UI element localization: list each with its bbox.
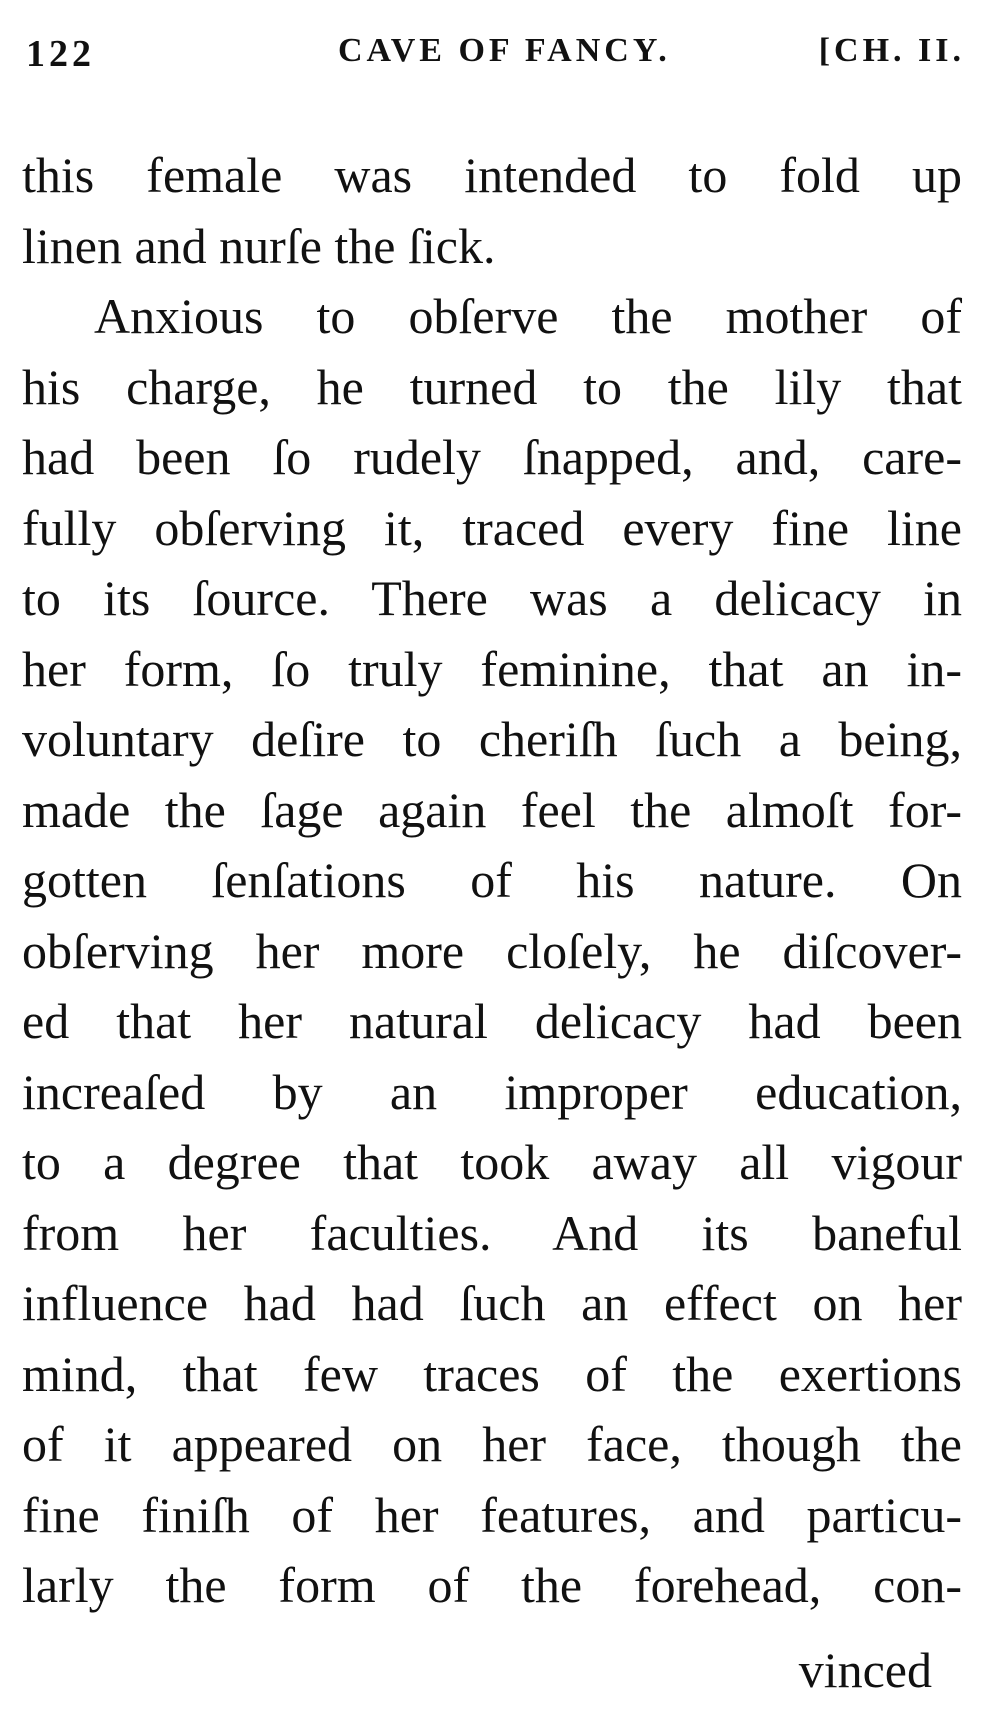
page-number: 122	[26, 33, 95, 75]
body-text	[22, 140, 962, 1621]
text-line: to its ſource. There was a delicacy in	[22, 570, 962, 626]
text-line: fully obſerving it, traced every fine line	[22, 499, 962, 556]
text-line: this female was intended to fold up	[22, 147, 962, 203]
text-line: fine finiſh of her features, and particu-	[22, 1486, 962, 1543]
text-line: increaſed by an improper education,	[22, 1063, 962, 1120]
catchword: vinced	[798, 1642, 932, 1698]
text-line: his charge, he turned to the lily that	[22, 358, 962, 415]
text-line: linen and nurſe the ſick.	[22, 217, 496, 274]
text-line: gotten ſenſations of his nature. On	[22, 852, 962, 908]
text-line: from her faculties. And its baneful	[22, 1204, 962, 1261]
text-line: to a degree that took away all vigour	[22, 1134, 962, 1190]
text-line: made the ſage again feel the almoſt for-	[22, 781, 962, 838]
text-line: her form, ſo truly feminine, that an in-	[22, 640, 962, 697]
chapter-marker: [CH. II.	[818, 32, 965, 69]
text-line: obſerving her more cloſely, he diſcover-	[22, 922, 962, 979]
text-line: larly the form of the forehead, con-	[22, 1557, 962, 1613]
running-title: CAVE OF FANCY.	[338, 32, 671, 69]
text-line: mind, that few traces of the exertions	[22, 1345, 962, 1402]
text-line: Anxious to obſerve the mother of	[94, 288, 962, 344]
text-line: ed that her natural delicacy had been	[22, 993, 962, 1049]
text-line: had been ſo rudely ſnapped, and, care-	[22, 429, 962, 485]
text-line: influence had had ſuch an effect on her	[22, 1275, 962, 1331]
text-line: of it appeared on her face, though the	[22, 1416, 962, 1472]
text-line: voluntary deſire to cheriſh ſuch a being,	[22, 711, 962, 767]
running-head	[20, 32, 965, 92]
